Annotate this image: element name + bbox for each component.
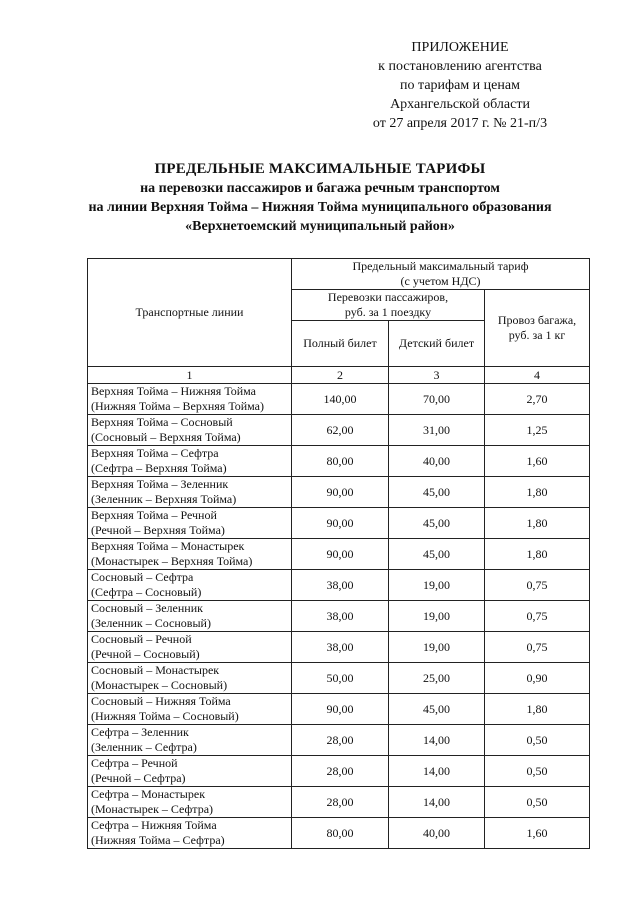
table-row [88, 694, 590, 725]
table-row [88, 663, 590, 694]
baggage-cell: 0,75 [485, 601, 590, 632]
route-reverse: (Сефтра – Сосновый) [91, 585, 202, 599]
table-row [88, 508, 590, 539]
header-baggage [485, 290, 590, 367]
route-cell [88, 446, 292, 477]
baggage-cell: 1,80 [485, 508, 590, 539]
child-ticket-cell: 14,00 [389, 725, 485, 756]
table-row [88, 477, 590, 508]
baggage-cell: 1,80 [485, 477, 590, 508]
appendix-line: к постановлению агентства [378, 59, 542, 74]
child-ticket-cell: 45,00 [389, 539, 485, 570]
header-baggage-line: Провоз багажа, [497, 313, 577, 327]
baggage-cell: 1,60 [485, 818, 590, 849]
child-ticket-cell: 40,00 [389, 818, 485, 849]
route-forward: Верхняя Тойма – Сефтра [91, 446, 219, 460]
full-ticket-cell: 28,00 [292, 787, 389, 818]
header-passengers-line: Перевозки пассажиров, [327, 290, 449, 304]
header-tariff-line: (с учетом НДС) [400, 274, 481, 288]
route-reverse: (Нижняя Тойма – Верхняя Тойма) [91, 399, 264, 413]
table-row [88, 446, 590, 477]
column-number: 2 [292, 367, 389, 384]
column-number: 1 [88, 367, 292, 384]
document-title [30, 160, 610, 236]
tariffs-table [87, 258, 590, 849]
route-reverse: (Сефтра – Верхняя Тойма) [91, 461, 227, 475]
appendix-line: по тарифам и ценам [400, 78, 520, 93]
appendix-line: Архангельской области [390, 97, 530, 112]
route-reverse: (Зеленник – Верхняя Тойма) [91, 492, 237, 506]
route-forward: Сосновый – Сефтра [91, 570, 194, 584]
baggage-cell: 1,80 [485, 694, 590, 725]
table-row [88, 570, 590, 601]
route-cell [88, 384, 292, 415]
title-subline: «Верхнетоемский муниципальный район» [185, 219, 455, 234]
table-row [88, 756, 590, 787]
route-forward: Верхняя Тойма – Монастырек [91, 539, 245, 553]
table-row [88, 384, 590, 415]
route-reverse: (Речной – Сосновый) [91, 647, 200, 661]
full-ticket-cell: 90,00 [292, 539, 389, 570]
appendix-heading: ПРИЛОЖЕНИЕ [411, 40, 509, 55]
child-ticket-cell: 40,00 [389, 446, 485, 477]
route-cell [88, 663, 292, 694]
child-ticket-cell: 25,00 [389, 663, 485, 694]
header-passengers-line: руб. за 1 поездку [344, 305, 432, 319]
route-forward: Сефтра – Монастырек [91, 787, 206, 801]
route-forward: Сефтра – Зеленник [91, 725, 189, 739]
full-ticket-cell: 38,00 [292, 632, 389, 663]
table-row [88, 818, 590, 849]
route-cell [88, 694, 292, 725]
full-ticket-cell: 90,00 [292, 694, 389, 725]
child-ticket-cell: 19,00 [389, 601, 485, 632]
title-subline: на перевозки пассажиров и багажа речным транспортом [140, 181, 500, 196]
route-reverse: (Зеленник – Сефтра) [91, 740, 197, 754]
route-cell [88, 818, 292, 849]
route-forward: Сосновый – Зеленник [91, 601, 203, 615]
table-row [88, 632, 590, 663]
route-reverse: (Монастырек – Сосновый) [91, 678, 228, 692]
appendix-block [335, 38, 585, 133]
route-forward: Верхняя Тойма – Нижняя Тойма [91, 384, 257, 398]
table-row [88, 787, 590, 818]
baggage-cell: 0,50 [485, 756, 590, 787]
full-ticket-cell: 62,00 [292, 415, 389, 446]
route-cell [88, 539, 292, 570]
route-forward: Сосновый – Речной [91, 632, 192, 646]
full-ticket-cell: 80,00 [292, 446, 389, 477]
route-reverse: (Речной – Верхняя Тойма) [91, 523, 225, 537]
full-ticket-cell: 28,00 [292, 756, 389, 787]
route-forward: Сосновый – Нижняя Тойма [91, 694, 231, 708]
child-ticket-cell: 45,00 [389, 508, 485, 539]
child-ticket-cell: 19,00 [389, 632, 485, 663]
route-forward: Сефтра – Нижняя Тойма [91, 818, 217, 832]
full-ticket-cell: 90,00 [292, 508, 389, 539]
route-reverse: (Нижняя Тойма – Сосновый) [91, 709, 239, 723]
route-reverse: (Монастырек – Верхняя Тойма) [91, 554, 253, 568]
child-ticket-cell: 45,00 [389, 694, 485, 725]
route-reverse: (Монастырек – Сефтра) [91, 802, 214, 816]
baggage-cell: 0,50 [485, 725, 590, 756]
child-ticket-cell: 70,00 [389, 384, 485, 415]
header-tariff-line: Предельный максимальный тариф [352, 259, 529, 273]
route-reverse: (Зеленник – Сосновый) [91, 616, 211, 630]
header-passengers [292, 290, 485, 321]
column-number: 4 [485, 367, 590, 384]
child-ticket-cell: 19,00 [389, 570, 485, 601]
route-reverse: (Сосновый – Верхняя Тойма) [91, 430, 241, 444]
header-routes: Транспортные линии [88, 259, 292, 367]
table-row [88, 601, 590, 632]
header-baggage-line: руб. за 1 кг [508, 328, 566, 342]
route-forward: Верхняя Тойма – Сосновый [91, 415, 233, 429]
route-forward: Верхняя Тойма – Зеленник [91, 477, 229, 491]
route-cell [88, 632, 292, 663]
route-cell [88, 756, 292, 787]
route-cell [88, 787, 292, 818]
route-forward: Сосновый – Монастырек [91, 663, 220, 677]
route-cell [88, 477, 292, 508]
baggage-cell: 0,90 [485, 663, 590, 694]
baggage-cell: 1,60 [485, 446, 590, 477]
route-cell [88, 725, 292, 756]
baggage-cell: 1,80 [485, 539, 590, 570]
header-tariff-group [292, 259, 590, 290]
baggage-cell: 0,50 [485, 787, 590, 818]
child-ticket-cell: 14,00 [389, 787, 485, 818]
route-cell [88, 601, 292, 632]
title-main: ПРЕДЕЛЬНЫЕ МАКСИМАЛЬНЫЕ ТАРИФЫ [154, 161, 486, 177]
route-cell [88, 508, 292, 539]
full-ticket-cell: 140,00 [292, 384, 389, 415]
child-ticket-cell: 45,00 [389, 477, 485, 508]
column-number: 3 [389, 367, 485, 384]
route-cell [88, 570, 292, 601]
child-ticket-cell: 31,00 [389, 415, 485, 446]
route-cell [88, 415, 292, 446]
route-reverse: (Речной – Сефтра) [91, 771, 186, 785]
table-row [88, 415, 590, 446]
route-forward: Верхняя Тойма – Речной [91, 508, 217, 522]
child-ticket-cell: 14,00 [389, 756, 485, 787]
full-ticket-cell: 80,00 [292, 818, 389, 849]
route-forward: Сефтра – Речной [91, 756, 178, 770]
baggage-cell: 0,75 [485, 570, 590, 601]
appendix-date-line: от 27 апреля 2017 г. № 21-п/3 [372, 116, 548, 131]
full-ticket-cell: 28,00 [292, 725, 389, 756]
baggage-cell: 0,75 [485, 632, 590, 663]
title-subline: на линии Верхняя Тойма – Нижняя Тойма муниципального образования [88, 200, 552, 215]
full-ticket-cell: 90,00 [292, 477, 389, 508]
table-row [88, 539, 590, 570]
header-child-ticket: Детский билет [389, 321, 485, 367]
table-row [88, 725, 590, 756]
full-ticket-cell: 38,00 [292, 570, 389, 601]
header-full-ticket: Полный билет [292, 321, 389, 367]
full-ticket-cell: 50,00 [292, 663, 389, 694]
route-reverse: (Нижняя Тойма – Сефтра) [91, 833, 225, 847]
baggage-cell: 2,70 [485, 384, 590, 415]
baggage-cell: 1,25 [485, 415, 590, 446]
full-ticket-cell: 38,00 [292, 601, 389, 632]
